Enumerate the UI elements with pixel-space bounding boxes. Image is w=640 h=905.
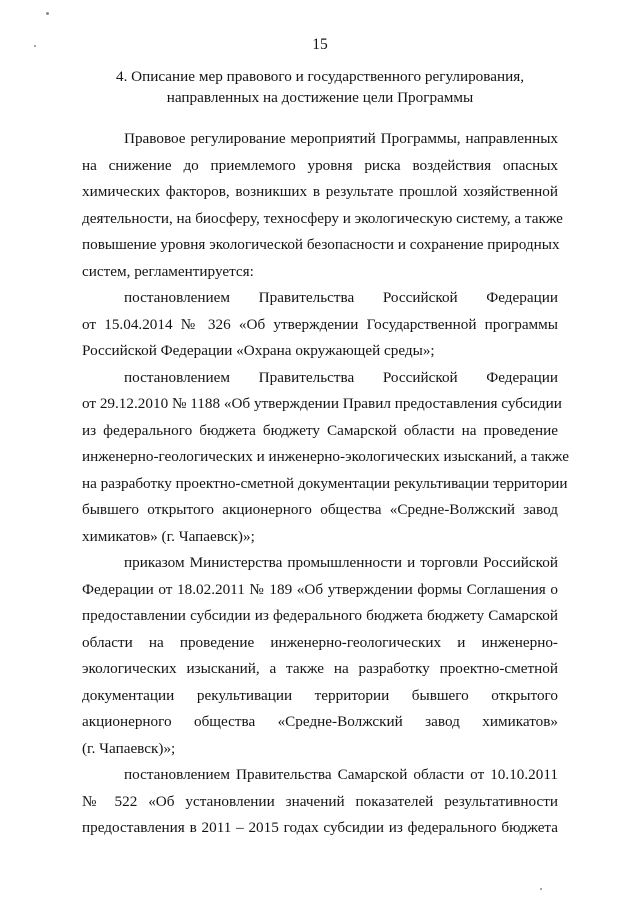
paragraph (82, 550, 558, 762)
text-line: № 522 «Об установлении значений показателей результативности (82, 792, 558, 810)
text-line: экологических изысканий, а также на разработку проектно-сметной (82, 660, 558, 677)
text-line: предоставления в 2011 – 2015 годах субсидии из федерального бюджета (82, 819, 558, 836)
text-line: бывшего открытого акционерного общества «Средне-Волжский завод (82, 501, 558, 518)
text-line: от 29.12.2010 № 1188 «Об утверждении Правил предоставления субсидии (82, 395, 562, 412)
text-line: (г. Чапаевск)»; (82, 739, 176, 757)
text-line: постановлением Правительства Российской Федерации (124, 368, 558, 386)
text-line: на снижение до приемлемого уровня риска воздействия опасных (82, 156, 558, 174)
text-line: от 15.04.2014 № 326 «Об утверждении Государственной программы (82, 315, 558, 333)
text-line: инженерно-геологических и инженерно-экологических изысканий, а также (82, 448, 569, 465)
text-line: Федерации от 18.02.2011 № 189 «Об утверждении формы Соглашения о (82, 580, 558, 598)
text-line: Российской Федерации «Охрана окружающей среды»; (82, 342, 435, 359)
paragraph (82, 285, 558, 365)
text-line: на разработку проектно-сметной документации рекультивации территории (82, 474, 568, 492)
text-line: акционерного общества «Средне-Волжский завод химикатов» (82, 713, 558, 730)
scan-speck (46, 12, 49, 15)
text-line: области на проведение инженерно-геологических и инженерно- (82, 633, 558, 651)
text-line: повышение уровня экологической безопасности и сохранение природных (82, 236, 560, 253)
paragraph (82, 126, 563, 285)
text-line: постановлением Правительства Российской Федерации (124, 289, 558, 306)
text-line: приказом Министерства промышленности и торговли Российской (124, 554, 558, 571)
heading-line: 4. Описание мер правового и государственного регулирования, (115, 68, 525, 85)
text-line: систем, регламентируется: (82, 262, 254, 280)
text-line: химических факторов, возникших в результате прошлой хозяйственной (82, 183, 558, 200)
text-line: Правовое регулирование мероприятий Программы, направленных (124, 130, 558, 147)
text-line: документации рекультивации территории бывшего открытого (82, 686, 558, 704)
section-heading (90, 66, 550, 108)
text-line: химикатов» (г. Чапаевск)»; (82, 527, 255, 545)
scan-speck (540, 888, 542, 890)
heading-line: направленных на достижение цели Программы (166, 89, 474, 106)
text-line: предоставлении субсидии из федерального бюджета бюджету Самарской (82, 607, 558, 624)
text-line: деятельности, на биосферу, техносферу и экологическую систему, а также (82, 209, 563, 227)
text-line: из федерального бюджета бюджету Самарской области на проведение (82, 421, 558, 439)
page-number: 15 (312, 36, 328, 53)
paragraph (82, 762, 558, 842)
text-line: постановлением Правительства Самарской области от 10.10.2011 (124, 766, 558, 783)
paragraph (82, 365, 569, 551)
body-text (82, 126, 569, 842)
